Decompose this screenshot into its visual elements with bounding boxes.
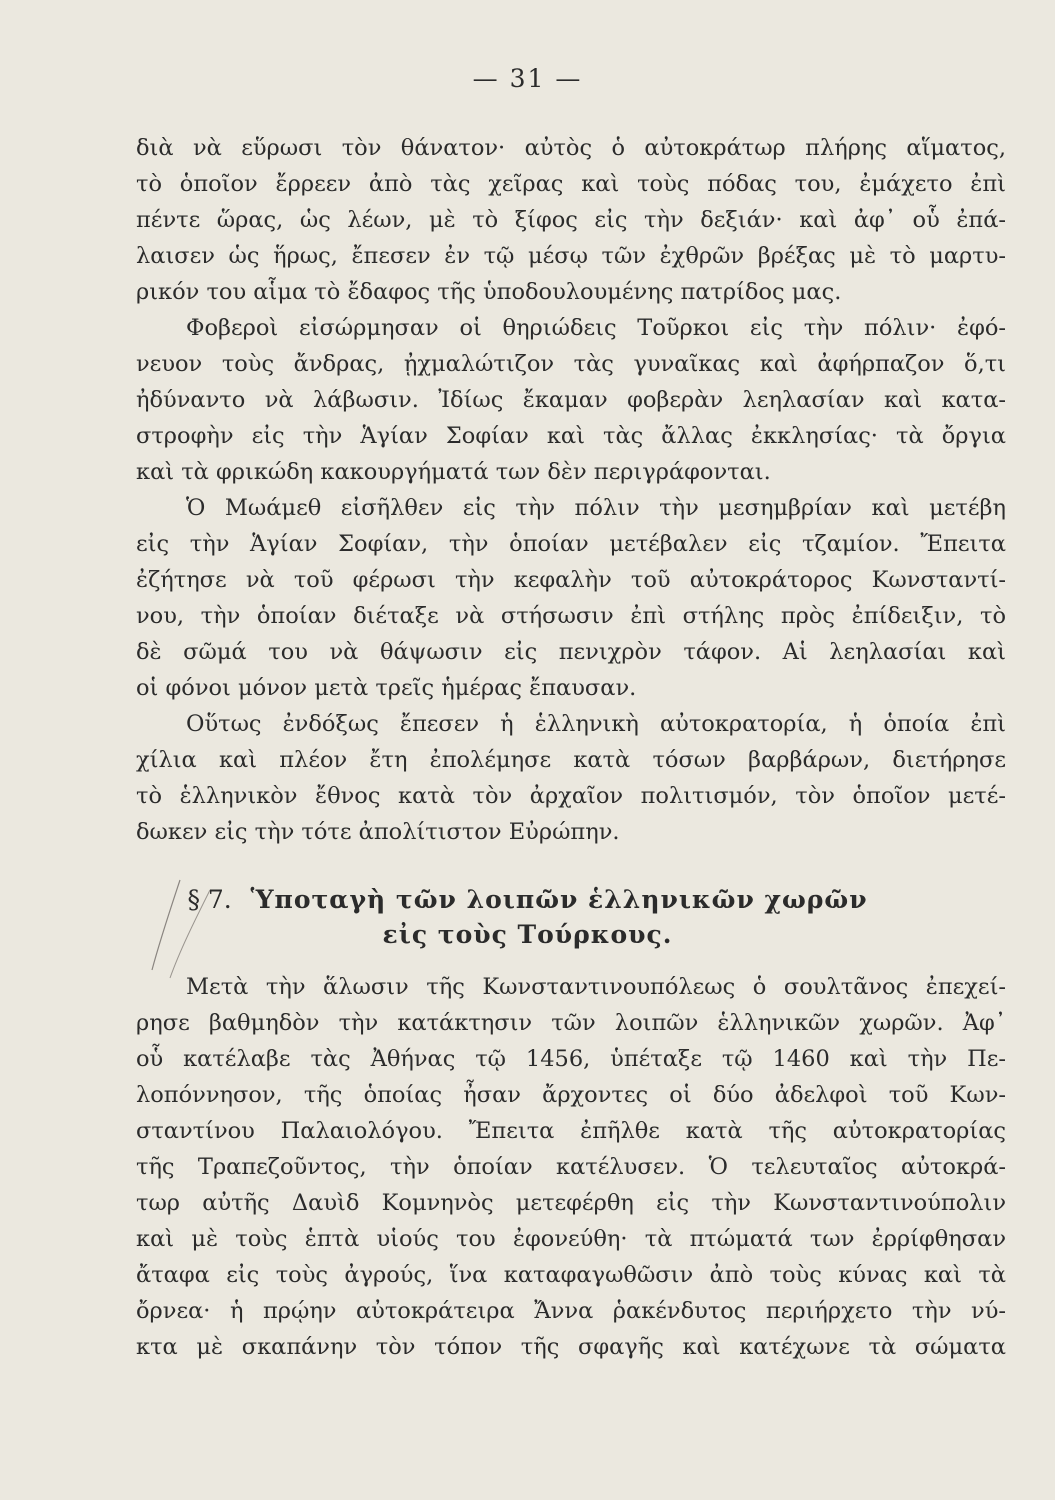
text-line: κτα μὲ σκαπάνην τὸν τόπον τῆς σφαγῆς καὶ κατέχωνε τὰ σώματα [136,1334,1006,1360]
text-line: τὸ ἑλληνικὸν ἔθνος κατὰ τὸν ἀρχαῖον πολιτισμόν, τὸν ὁποῖον μετέ- [136,783,1006,809]
page-number: — 31 — [472,64,583,93]
text-line: νευον τοὺς ἄνδρας, ᾐχμαλώτιζον τὰς γυναῖκας καὶ ἀφήρπαζον ὅ,τι [136,351,1006,377]
section-heading [0,885,1055,915]
section-title-line1: Ὑποταγὴ τῶν λοιπῶν ἑλληνικῶν χωρῶν [250,885,868,914]
text-line: τῆς Τραπεζοῦντος, τὴν ὁποίαν κατέλυσεν. Ὁ τελευταῖος αὐτοκρά- [136,1154,1006,1180]
text-line: ἄταφα εἰς τοὺς ἀγρούς, ἵνα καταφαγωθῶσιν ἀπὸ τοὺς κύνας καὶ τὰ [136,1262,1006,1288]
text-line: ρικόν του αἷμα τὸ ἔδαφος τῆς ὑποδουλουμένης πατρίδος μας. [136,279,842,305]
text-line: ρησε βαθμηδὸν τὴν κατάκτησιν τῶν λοιπῶν ἑλληνικῶν χωρῶν. Ἀφ᾿ [136,1010,1006,1036]
text-line: λοπόννησον, τῆς ὁποίας ἦσαν ἄρχοντες οἱ δύο ἀδελφοὶ τοῦ Κων- [136,1082,1006,1108]
section-number: § 7. [187,885,232,914]
text-line: Οὕτως ἐνδόξως ἔπεσεν ἡ ἑλληνικὴ αὐτοκρατορία, ἡ ὁποία ἐπὶ [186,711,1006,737]
text-line: ἠδύναντο νὰ λάβωσιν. Ἰδίως ἔκαμαν φοβερὰν λεηλασίαν καὶ κατα- [136,387,1006,413]
text-line: Ὁ Μωάμεθ εἰσῆλθεν εἰς τὴν πόλιν τὴν μεσημβρίαν καὶ μετέβη [186,495,1006,521]
text-line: χίλια καὶ πλέον ἔτη ἐπολέμησε κατὰ τόσων βαρβάρων, διετήρησε [136,747,1006,773]
text-line: λαισεν ὡς ἥρως, ἔπεσεν ἐν τῷ μέσῳ τῶν ἐχθρῶν βρέξας μὲ τὸ μαρτυ- [136,243,1006,269]
text-line: τωρ αὐτῆς Δαυὶδ Κομνηνὸς μετεφέρθη εἰς τὴν Κωνσταντινούπολιν [136,1190,1006,1216]
text-line: στροφὴν εἰς τὴν Ἁγίαν Σοφίαν καὶ τὰς ἄλλας ἐκκλησίας· τὰ ὄργια [136,423,1006,449]
text-line: καὶ τὰ φρικώδη κακουργήματά των δὲν περιγράφονται. [136,459,771,485]
text-line: Μετὰ τὴν ἅλωσιν τῆς Κωνσταντινουπόλεως ὁ σουλτᾶνος ἐπεχεί- [186,974,1006,1000]
text-line: νου, τὴν ὁποίαν διέταξε νὰ στήσωσιν ἐπὶ στήλης πρὸς ἐπίδειξιν, τὸ [136,603,1006,629]
text-line: Φοβεροὶ εἰσώρμησαν οἱ θηριώδεις Τοῦρκοι εἰς τὴν πόλιν· ἐφό- [186,315,1006,341]
text-line: σταντίνου Παλαιολόγου. Ἔπειτα ἐπῆλθε κατὰ τῆς αὐτοκρατορίας [136,1118,1006,1144]
text-line: τὸ ὁποῖον ἔρρεεν ἀπὸ τὰς χεῖρας καὶ τοὺς πόδας του, ἐμάχετο ἐπὶ [136,171,1006,197]
text-line: εἰς τὴν Ἁγίαν Σοφίαν, τὴν ὁποίαν μετέβαλεν εἰς τζαμίον. Ἔπειτα [136,531,1006,557]
section-heading-line2 [0,920,1055,950]
text-line: καὶ μὲ τοὺς ἑπτὰ υἱούς του ἐφονεύθη· τὰ πτώματά των ἐρρίφθησαν [136,1226,1006,1252]
text-line: δὲ σῶμά του νὰ θάψωσιν εἰς πενιχρὸν τάφον. Αἱ λεηλασίαι καὶ [136,639,1006,665]
text-line: ὄρνεα· ἡ πρῴην αὐτοκράτειρα Ἄννα ῥακένδυτος περιήρχετο τὴν νύ- [136,1298,1006,1324]
text-line: ἐζήτησε νὰ τοῦ φέρωσι τὴν κεφαλὴν τοῦ αὐτοκράτορος Κωνσταντί- [136,567,1006,593]
text-line: οἱ φόνοι μόνον μετὰ τρεῖς ἡμέρας ἔπαυσαν. [136,675,637,701]
text-line: πέντε ὥρας, ὡς λέων, μὲ τὸ ξίφος εἰς τὴν δεξιάν· καὶ ἀφ᾿ οὗ ἐπά- [136,207,1006,233]
text-line: δωκεν εἰς τὴν τότε ἀπολίτιστον Εὐρώπην. [136,819,620,845]
text-line: οὗ κατέλαβε τὰς Ἀθήνας τῷ 1456, ὑπέταξε τῷ 1460 καὶ τὴν Πε- [136,1046,1006,1072]
text-line: διὰ νὰ εὕρωσι τὸν θάνατον· αὐτὸς ὁ αὐτοκράτωρ πλήρης αἵματος, [136,135,1006,161]
section-title-line2: εἰς τοὺς Τούρκους. [382,920,673,949]
